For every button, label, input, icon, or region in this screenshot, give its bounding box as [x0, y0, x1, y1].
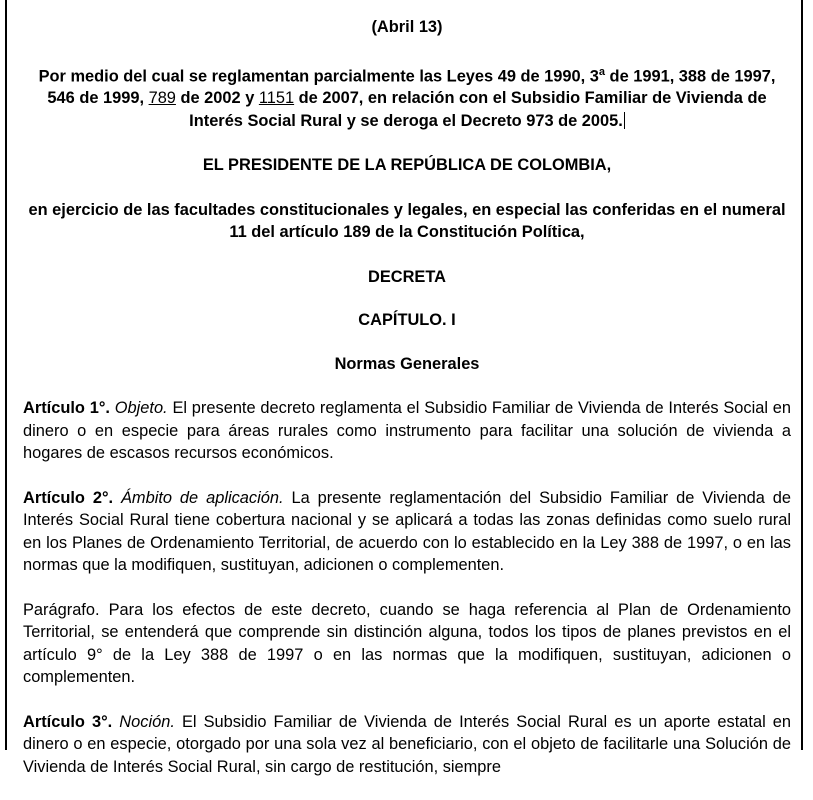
decree-summary [23, 61, 791, 133]
chapter-heading: CAPÍTULO. I [358, 311, 456, 330]
article-3-label: Artículo 3°. [23, 712, 113, 731]
summary-part4: de 2007, en relación con el Subsidio Familiar de Vivienda de Interés Social Rural y se deroga el Decreto 973 de 2005. [189, 89, 767, 130]
page-border-right [801, 0, 803, 750]
article-3 [23, 711, 791, 779]
summary-part1: Por medio del cual se reglamentan parcialmente las Leyes 49 de 1990, 3 [38, 66, 599, 85]
law-789-link[interactable]: 789 [148, 89, 176, 108]
article-1-text: El presente decreto reglamenta el Subsidio Familiar de Vivienda de Interés Social en dinero o en especie para áreas rurales como instrumento para facilitar una solución de vivienda a hogares de escasos recursos económicos. [23, 399, 792, 463]
article-3-text: El Subsidio Familiar de Vivienda de Interés Social Rural es un aporte estatal en dinero o en especie, otorgado por una sola vez al beneficiario, con el objeto de facilitarle una Solución de Vivienda de Interés Social Rural, sin cargo de restitución, siempre [23, 712, 792, 776]
document-body [23, 16, 791, 800]
article-1-label: Artículo 1°. [23, 399, 110, 418]
article-1 [23, 397, 791, 465]
article-2-label: Artículo 2°. [23, 488, 114, 507]
article-2-title: Ámbito de aplicación. [121, 488, 284, 507]
text-cursor [624, 112, 625, 129]
page-border-left [5, 0, 7, 750]
article-3-title: Noción. [119, 712, 175, 731]
article-1-title: Objeto. [114, 399, 168, 418]
summary-part3: de 2002 y [175, 89, 259, 108]
decree-date: (Abril 13) [371, 18, 443, 36]
article-2 [23, 487, 791, 577]
summary-superscript: a [598, 65, 605, 78]
article-2-text: La presente reglamentación del Subsidio Familiar de Vivienda de Interés Social Rural tiene cobertura nacional y se aplicará a todas las zonas definidas como suelo rural en los Planes de Ordenamiento Territorial, de acuerdo con lo establecido en la Ley 388 de 1997, o en las normas que la modifiquen, sustituyan, adicionen o complementen. [23, 488, 791, 575]
summary-part2: de 1991, 388 de 1997, 546 de 1999, [47, 66, 776, 108]
section-heading: Normas Generales [334, 354, 480, 373]
law-1151-link[interactable]: 1151 [258, 89, 295, 108]
president-heading: EL PRESIDENTE DE LA REPÚBLICA DE COLOMBIA, [202, 156, 612, 175]
decreta-heading: DECRETA [367, 267, 446, 286]
faculties-statement: en ejercicio de las facultades constitucionales y legales, en especial las conferidas en el numeral 11 del artículo 189 de la Constitución Política, [28, 200, 786, 242]
article-2-paragraph: Parágrafo. Para los efectos de este decreto, cuando se haga referencia al Plan de Ordenamiento Territorial, se entenderá que comprende sin distinción alguna, todos los tipos de planes previstos en el artículo 9° de la Ley 388 de 1997 o en las normas que la modifiquen, sustituyan, adicionen o complementen. [23, 600, 791, 687]
